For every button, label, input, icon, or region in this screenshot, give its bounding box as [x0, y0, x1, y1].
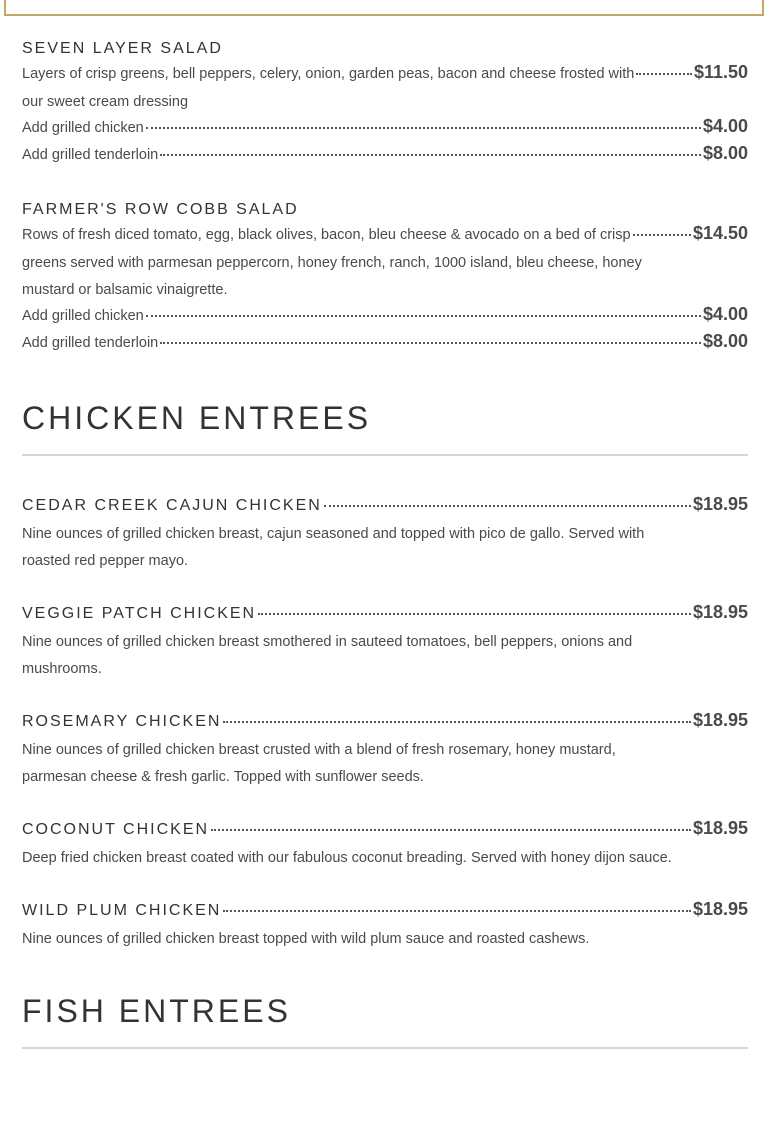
item-description: Nine ounces of grilled chicken breast, cajun seasoned and topped with pico de gallo. Served with roasted red pepper mayo.	[22, 526, 645, 569]
item-title: CEDAR CREEK CAJUN CHICKEN	[22, 497, 322, 514]
addon-price: $4.00	[702, 116, 748, 136]
addon-price: $4.00	[702, 304, 748, 324]
item-price: $18.95	[692, 818, 748, 838]
dot-leader	[160, 342, 701, 344]
addon-price: $8.00	[702, 143, 748, 163]
item-description: Nine ounces of grilled chicken breast smothered in sauteed tomatoes, bell peppers, onions and mushrooms.	[22, 634, 633, 677]
section-title-chicken-entrees: CHICKEN ENTREES	[22, 400, 372, 436]
dot-leader	[636, 73, 692, 75]
dot-leader	[223, 721, 690, 723]
item-description-continued: greens served with parmesan peppercorn, honey french, ranch, 1000 island, bleu cheese, honey mustard or balsamic vinaigrette.	[22, 255, 642, 298]
addon-label: Add grilled tenderloin	[22, 147, 159, 163]
item-description: Layers of crisp greens, bell peppers, celery, onion, garden peas, bacon and cheese frosted with	[22, 66, 635, 82]
menu-item-seven-layer-salad	[22, 40, 748, 170]
item-title: WILD PLUM CHICKEN	[22, 902, 222, 919]
item-title: SEVEN LAYER SALAD	[22, 40, 223, 57]
dot-leader	[146, 127, 701, 129]
dot-leader	[258, 613, 691, 615]
item-description-continued: our sweet cream dressing	[22, 94, 189, 110]
section-title-fish-entrees: FISH ENTREES	[22, 993, 291, 1029]
item-description: Nine ounces of grilled chicken breast crusted with a blend of fresh rosemary, honey mustard, parmesan cheese & fresh garlic. Topped with sunflower seeds.	[22, 742, 616, 785]
item-price: $18.95	[692, 494, 748, 514]
section-divider	[22, 1047, 748, 1049]
previous-section-box	[4, 0, 764, 16]
item-description: Nine ounces of grilled chicken breast topped with wild plum sauce and roasted cashews.	[22, 931, 590, 947]
dot-leader	[146, 315, 701, 317]
item-title: FARMER'S ROW COBB SALAD	[22, 201, 299, 218]
dot-leader	[223, 910, 691, 912]
item-title: COCONUT CHICKEN	[22, 821, 210, 838]
dot-leader	[160, 154, 701, 156]
item-price: $18.95	[692, 899, 748, 919]
item-description: Deep fried chicken breast coated with our fabulous coconut breading. Served with honey dijon sauce.	[22, 850, 672, 866]
item-price: $18.95	[692, 710, 748, 730]
item-title: VEGGIE PATCH CHICKEN	[22, 605, 257, 622]
dot-leader	[211, 829, 691, 831]
item-price: $11.50	[693, 62, 748, 82]
menu-item-wild-plum-chicken	[22, 899, 748, 953]
dot-leader	[633, 234, 691, 236]
addon-label: Add grilled chicken	[22, 120, 144, 136]
item-description: Rows of fresh diced tomato, egg, black olives, bacon, bleu cheese & avocado on a bed of crisp	[22, 227, 631, 243]
addon-label: Add grilled chicken	[22, 308, 144, 324]
menu-content	[22, 40, 748, 1049]
item-title: ROSEMARY CHICKEN	[22, 713, 222, 730]
section-divider	[22, 454, 748, 456]
menu-item-rosemary-chicken	[22, 710, 748, 791]
menu-item-coconut-chicken	[22, 818, 748, 872]
addon-price: $8.00	[702, 331, 748, 351]
dot-leader	[324, 505, 691, 507]
menu-item-veggie-patch-chicken	[22, 602, 748, 683]
item-price: $14.50	[692, 223, 748, 243]
menu-item-cajun-chicken	[22, 494, 748, 575]
menu-item-cobb-salad	[22, 201, 748, 358]
addon-label: Add grilled tenderloin	[22, 335, 159, 351]
item-price: $18.95	[692, 602, 748, 622]
